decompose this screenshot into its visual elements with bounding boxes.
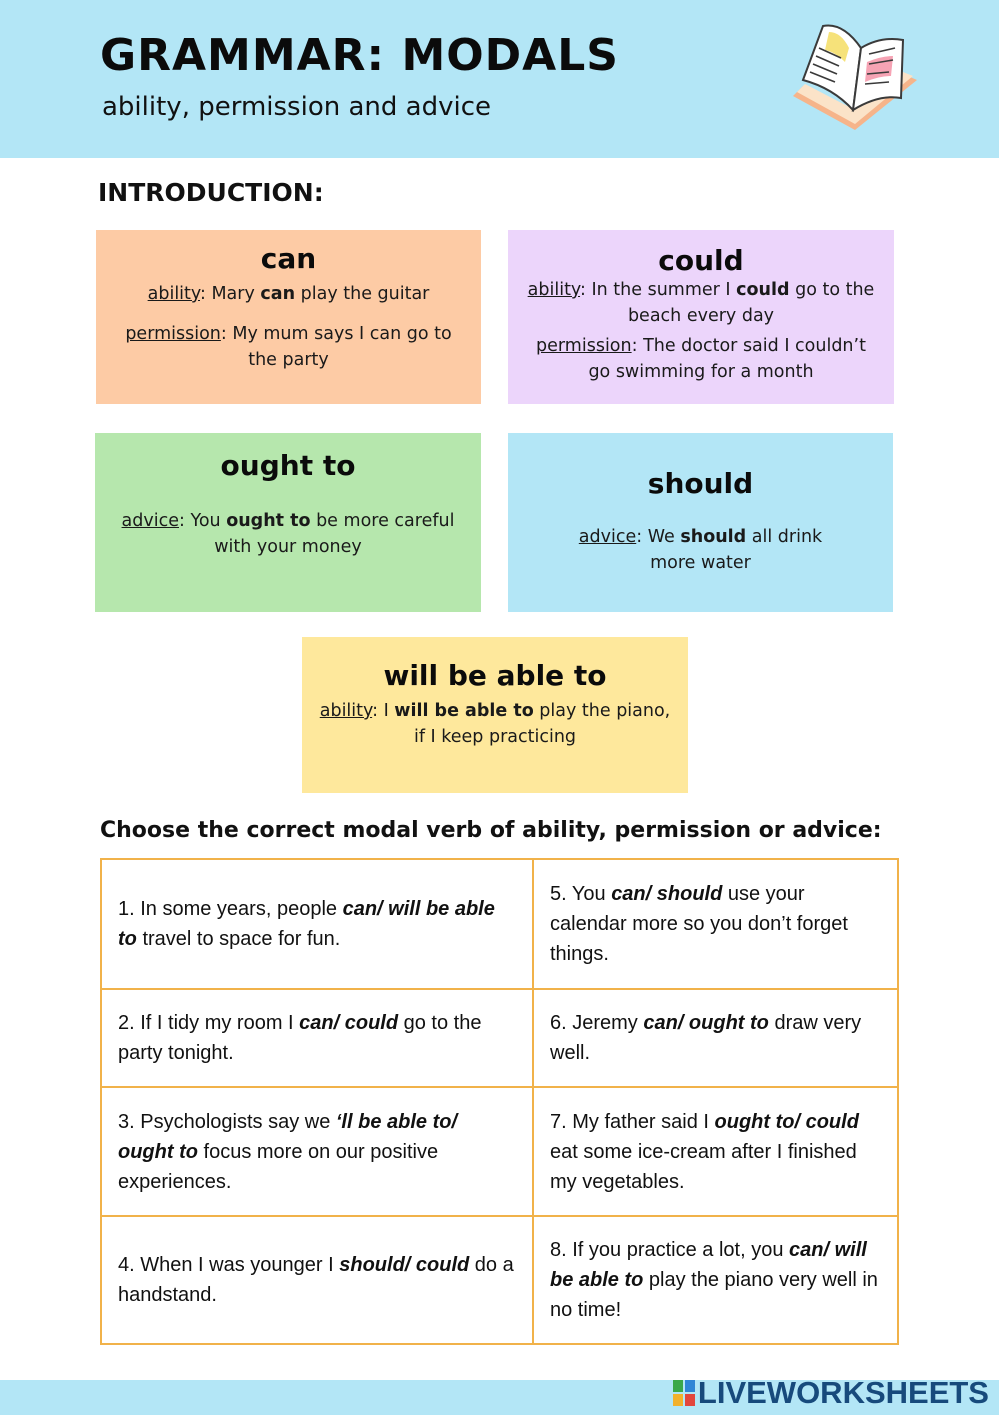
card-title: ought to bbox=[220, 449, 356, 482]
exercise-cell-4[interactable] bbox=[101, 1216, 533, 1344]
card-ability-line bbox=[524, 277, 878, 329]
modal-options[interactable]: ought to/ could bbox=[714, 1110, 859, 1133]
header-banner bbox=[0, 0, 999, 158]
modal-bold: can bbox=[260, 284, 296, 304]
text-fragment: : We bbox=[636, 527, 681, 547]
table-row bbox=[101, 859, 898, 989]
exercise-cell-7[interactable] bbox=[533, 1087, 898, 1216]
exercise-text: 5. You bbox=[550, 883, 612, 905]
card-will-be-able-to bbox=[302, 637, 688, 793]
exercise-cell-8[interactable] bbox=[533, 1216, 898, 1344]
exercise-instruction: Choose the correct modal verb of ability, permission or advice: bbox=[100, 818, 882, 843]
page-subtitle: ability, permission and advice bbox=[102, 92, 491, 122]
ability-label: ability bbox=[147, 284, 200, 304]
permission-label: permission bbox=[536, 336, 632, 356]
card-permission-line bbox=[112, 321, 465, 373]
exercise-text: 2. If I tidy my room I bbox=[118, 1012, 300, 1034]
modal-options[interactable]: can/ will be able to bbox=[550, 1239, 867, 1291]
text-fragment: go to the beach every day bbox=[627, 280, 875, 326]
exercise-cell-3[interactable] bbox=[101, 1087, 533, 1216]
exercise-text: 6. Jeremy bbox=[550, 1012, 644, 1034]
ability-label: ability bbox=[319, 701, 373, 721]
text-fragment: : You bbox=[179, 511, 227, 531]
card-should bbox=[508, 433, 893, 612]
exercise-text: 3. Psychologists say we bbox=[118, 1110, 336, 1133]
exercise-cell-2[interactable] bbox=[101, 989, 533, 1087]
modal-options[interactable]: can/ ought to bbox=[643, 1012, 769, 1034]
permission-label: permission bbox=[125, 324, 221, 344]
table-row bbox=[101, 1087, 898, 1216]
exercise-cell-1[interactable] bbox=[101, 859, 533, 989]
exercise-text: eat some ice-cream after I finished my vegetables. bbox=[550, 1140, 857, 1193]
modal-bold: ought to bbox=[226, 511, 311, 531]
liveworksheets-logo-icon bbox=[673, 1380, 695, 1406]
exercise-text: 4. When I was younger I bbox=[118, 1254, 340, 1276]
text-fragment: : In the summer I bbox=[580, 280, 737, 300]
text-fragment: : The doctor said I couldn’t go swimming for a month bbox=[588, 336, 866, 382]
exercise-text: go to the party tonight. bbox=[118, 1012, 482, 1064]
card-advice-line bbox=[111, 508, 465, 560]
modal-options[interactable]: can/ could bbox=[299, 1012, 399, 1034]
modal-bold: will be able to bbox=[394, 701, 534, 721]
brand-name: LIVEWORKSHEETS bbox=[697, 1375, 989, 1410]
card-ability-line bbox=[318, 698, 672, 750]
advice-label: advice bbox=[121, 511, 179, 531]
exercise-text: 8. If you practice a lot, you bbox=[550, 1239, 790, 1261]
card-title: could bbox=[658, 244, 744, 277]
exercise-text: travel to space for fun. bbox=[136, 928, 341, 950]
card-can bbox=[96, 230, 481, 404]
card-title: should bbox=[647, 467, 754, 500]
text-fragment: : I bbox=[372, 701, 395, 721]
introduction-heading: INTRODUCTION: bbox=[98, 178, 324, 207]
card-title: will be able to bbox=[383, 659, 607, 692]
text-fragment: play the guitar bbox=[295, 284, 430, 304]
text-fragment: : My mum says I can go to the party bbox=[220, 324, 452, 370]
modal-options[interactable]: should/ could bbox=[339, 1254, 470, 1276]
card-title: can bbox=[260, 242, 317, 275]
card-ought-to bbox=[95, 433, 481, 612]
modal-options[interactable]: ‘ll be able to/ ought to bbox=[118, 1110, 458, 1163]
text-fragment: : Mary bbox=[200, 284, 261, 304]
exercise-text: draw very well. bbox=[550, 1012, 862, 1064]
exercise-text: focus more on our positive experiences. bbox=[118, 1140, 439, 1193]
exercise-text: use your calendar more so you don’t forget things. bbox=[550, 883, 848, 965]
exercise-text: 1. In some years, people bbox=[118, 898, 343, 920]
card-permission-line bbox=[524, 333, 878, 385]
text-fragment: all drink more water bbox=[650, 527, 823, 573]
advice-label: advice bbox=[578, 527, 637, 547]
exercise-text: 7. My father said I bbox=[550, 1110, 715, 1133]
page-title: GRAMMAR: MODALS bbox=[100, 30, 619, 81]
modal-bold: could bbox=[736, 280, 790, 300]
brand-logo[interactable] bbox=[673, 1375, 989, 1411]
exercise-text: do a handstand. bbox=[118, 1254, 514, 1306]
exercise-cell-5[interactable] bbox=[533, 859, 898, 989]
table-row bbox=[101, 1216, 898, 1344]
ability-label: ability bbox=[527, 280, 581, 300]
exercise-table bbox=[100, 858, 899, 1345]
modal-options[interactable]: can/ will be able to bbox=[118, 898, 495, 950]
table-row bbox=[101, 989, 898, 1087]
text-fragment: be more careful with your money bbox=[214, 511, 455, 557]
modal-options[interactable]: can/ should bbox=[611, 883, 723, 905]
text-fragment: play the piano, if I keep practicing bbox=[413, 701, 671, 747]
exercise-cell-6[interactable] bbox=[533, 989, 898, 1087]
modal-bold: should bbox=[680, 527, 747, 547]
exercise-text: play the piano very well in no time! bbox=[550, 1269, 878, 1321]
card-ability-line bbox=[112, 281, 465, 307]
open-book-icon bbox=[785, 18, 925, 143]
card-advice-line bbox=[524, 524, 877, 576]
card-could bbox=[508, 230, 894, 404]
